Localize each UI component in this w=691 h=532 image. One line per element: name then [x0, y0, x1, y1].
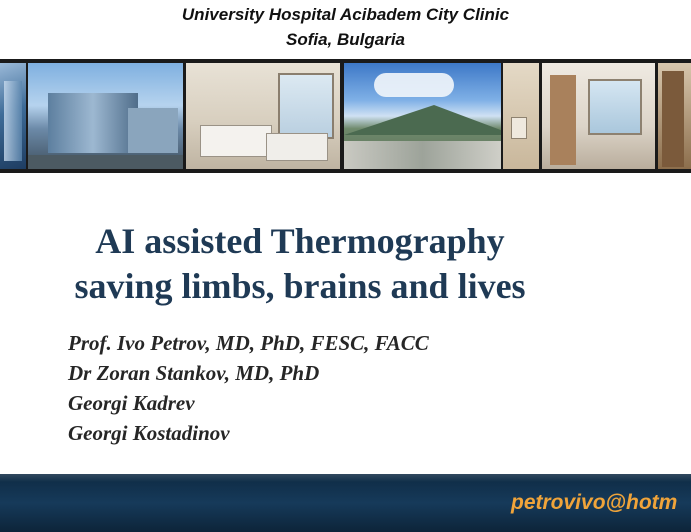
photo-detail — [128, 108, 178, 153]
photo-detail — [374, 73, 454, 97]
photo-detail — [588, 79, 642, 135]
footer-bar — [0, 474, 691, 532]
photo-strip — [0, 59, 691, 173]
author-3: Georgi Kadrev — [68, 391, 195, 415]
photo-detail — [278, 73, 334, 139]
photo-patient-room — [186, 63, 340, 169]
photo-detail — [662, 71, 684, 167]
photo-ward-room — [542, 63, 655, 169]
photo-corridor — [658, 63, 691, 169]
author-list — [68, 328, 429, 448]
photo-building-glass — [0, 63, 26, 169]
author-1: Prof. Ivo Petrov, MD, PhD, FESC, FACC — [68, 331, 429, 355]
hospital-name: University Hospital Acibadem City Clinic — [181, 5, 510, 24]
contact-email: petrovivo@hotm — [511, 491, 678, 514]
author-2: Dr Zoran Stankov, MD, PhD — [68, 361, 320, 385]
hospital-location: Sofia, Bulgaria — [285, 30, 406, 49]
photo-detail — [344, 105, 501, 135]
photo-detail — [550, 75, 576, 165]
title-line-1: AI assisted Thermography — [95, 221, 505, 261]
title-line-2: saving limbs, brains and lives — [74, 266, 526, 306]
photo-detail — [266, 133, 328, 161]
photo-hospital-exterior — [28, 63, 183, 169]
photo-detail — [4, 81, 22, 161]
photo-detail — [511, 117, 527, 139]
photo-wall-panel — [503, 63, 539, 169]
photo-detail — [28, 155, 183, 169]
footer-highlight — [0, 474, 691, 482]
photo-detail — [344, 141, 501, 169]
photo-city-panorama — [344, 63, 501, 169]
author-4: Georgi Kostadinov — [68, 421, 230, 445]
photo-detail — [48, 93, 138, 153]
photo-detail — [200, 125, 272, 157]
